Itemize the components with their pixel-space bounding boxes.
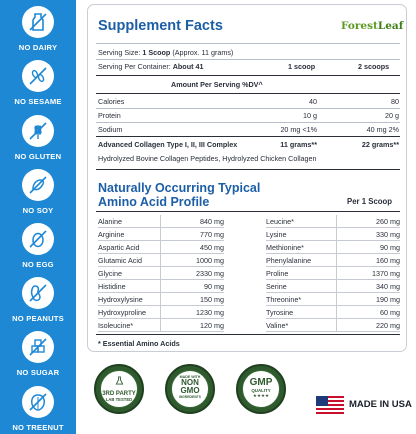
- column-separator: [336, 228, 337, 241]
- amino-acid-value: 190 mg: [376, 295, 400, 304]
- amino-acid-name: Histidine: [98, 282, 126, 291]
- column-separator: [336, 267, 337, 280]
- treenut-icon: [27, 391, 49, 413]
- amino-acid-row: [98, 293, 224, 306]
- nutrient-value-1: 10 g: [303, 111, 317, 120]
- amino-acid-row: [98, 306, 224, 319]
- amino-acid-row: [98, 280, 224, 293]
- amino-acid-name: Aspartic Acid: [98, 243, 140, 252]
- serving-size: Serving Size: 1 Scoop (Approx. 11 grams): [98, 48, 234, 57]
- collagen-complex-name: Advanced Collagen Type I, II, III Complex: [98, 140, 238, 149]
- divider-thick: [96, 211, 400, 212]
- amino-acid-row: [266, 319, 400, 332]
- amino-acid-value: 120 mg: [200, 321, 224, 330]
- made-in-usa-label: MADE IN USA: [349, 399, 412, 410]
- amino-acid-name: Valine*: [266, 321, 289, 330]
- amino-acid-name: Hydroxyproline: [98, 308, 146, 317]
- amount-per-serving-header: Amount Per Serving %DV^: [171, 80, 263, 89]
- amino-acid-name: Methionine*: [266, 243, 304, 252]
- claim-no-soy: NO SOY: [0, 169, 76, 215]
- milk-carton-icon: [27, 11, 49, 33]
- brand-logo: ForestLeaf: [341, 20, 404, 32]
- peanut-icon: [27, 282, 49, 304]
- amino-acid-name: Arginine: [98, 230, 125, 239]
- amino-acid-title: Naturally Occurring Typical Amino Acid Profile: [98, 181, 261, 209]
- claim-no-treenut: NO TREENUT: [0, 386, 76, 432]
- amino-acid-name: Threonine*: [266, 295, 302, 304]
- amino-acid-value: 220 mg: [376, 321, 400, 330]
- us-flag-icon: [316, 396, 344, 414]
- column-separator: [160, 215, 161, 228]
- divider-thick: [96, 136, 400, 137]
- amino-acid-value: 1000 mg: [196, 256, 224, 265]
- amino-acid-value: 150 mg: [200, 295, 224, 304]
- amino-acid-name: Proline: [266, 269, 289, 278]
- divider: [96, 122, 400, 123]
- amino-acid-value: 1230 mg: [196, 308, 224, 317]
- divider: [96, 59, 400, 60]
- divider-thick: [96, 93, 400, 94]
- column-separator: [160, 306, 161, 319]
- amino-acid-name: Hydroxylysine: [98, 295, 143, 304]
- collagen-sources: Hydrolyzed Bovine Collagen Peptides, Hydrolyzed Chicken Collagen: [98, 154, 317, 163]
- nutrient-name: Protein: [98, 111, 121, 120]
- column-separator: [160, 254, 161, 267]
- claim-no-sesame: NO SESAME: [0, 60, 76, 106]
- divider-thick: [96, 75, 400, 76]
- column-separator: [336, 280, 337, 293]
- claim-no-dairy: NO DAIRY: [0, 6, 76, 52]
- amino-acid-row: [98, 228, 224, 241]
- amino-acid-name: Phenylalanine: [266, 256, 312, 265]
- column-separator: [336, 306, 337, 319]
- collagen-complex-value-2: 22 grams**: [361, 140, 399, 149]
- amino-acid-row: [266, 215, 400, 228]
- amino-acid-name: Leucine*: [266, 217, 294, 226]
- amino-acid-row: [266, 241, 400, 254]
- amino-acid-value: 160 mg: [376, 256, 400, 265]
- divider-thick: [96, 169, 400, 170]
- sesame-icon: [27, 65, 49, 87]
- amino-acid-name: Lysine: [266, 230, 287, 239]
- amino-acid-row: [266, 293, 400, 306]
- non-gmo-badge: MADE WITH NON GMO INGREDIENTS: [165, 364, 215, 414]
- amino-acid-value: 2330 mg: [196, 269, 224, 278]
- nutrient-value-1: 40: [309, 97, 317, 106]
- nutrient-value-2: 80: [391, 97, 399, 106]
- amino-acid-row: [98, 319, 224, 332]
- column-separator: [160, 319, 161, 332]
- amino-acid-value: 60 mg: [380, 308, 400, 317]
- divider: [96, 108, 400, 109]
- column-separator: [336, 241, 337, 254]
- column-separator: [160, 293, 161, 306]
- per-scoop-label: Per 1 Scoop: [347, 197, 393, 206]
- nutrient-value-2: 40 mg 2%: [366, 125, 399, 134]
- column-separator: [160, 280, 161, 293]
- amino-acid-row: [266, 254, 400, 267]
- amino-acid-value: 450 mg: [200, 243, 224, 252]
- egg-icon: [27, 228, 49, 250]
- amino-acid-name: Glycine: [98, 269, 122, 278]
- servings-per-container: Serving Per Container: About 41: [98, 62, 204, 71]
- sugar-cubes-icon: [27, 336, 49, 358]
- amino-acid-value: 90 mg: [204, 282, 224, 291]
- nutrient-name: Calories: [98, 97, 125, 106]
- amino-acid-row: [266, 280, 400, 293]
- amino-acid-value: 770 mg: [200, 230, 224, 239]
- amino-acid-name: Glutamic Acid: [98, 256, 142, 265]
- collagen-complex-value-1: 11 grams**: [280, 140, 317, 149]
- wheat-icon: [27, 120, 49, 142]
- amino-acid-name: Alanine: [98, 217, 122, 226]
- supplement-facts-panel: [87, 4, 407, 352]
- column-separator: [336, 293, 337, 306]
- soybean-icon: [27, 174, 49, 196]
- amino-acid-row: [98, 267, 224, 280]
- column-separator: [160, 228, 161, 241]
- lab-tested-badge: 3RD PARTY LAB TESTED: [94, 364, 144, 414]
- nutrient-value-2: 20 g: [385, 111, 399, 120]
- amino-acid-row: [98, 241, 224, 254]
- nutrient-value-1: 20 mg <1%: [280, 125, 317, 134]
- claim-no-gluten: NO GLUTEN: [0, 115, 76, 161]
- gmp-quality-badge: GMP QUALITY ★★★★: [236, 364, 286, 414]
- amino-acid-value: 260 mg: [376, 217, 400, 226]
- amino-acid-value: 90 mg: [380, 243, 400, 252]
- column-separator: [336, 215, 337, 228]
- divider-thick: [96, 334, 400, 335]
- amino-acid-value: 840 mg: [200, 217, 224, 226]
- column-1-scoop: 1 scoop: [288, 62, 316, 71]
- supplement-facts-title: Supplement Facts: [98, 18, 223, 34]
- amino-acid-name: Tyrosine: [266, 308, 294, 317]
- amino-acid-value: 330 mg: [376, 230, 400, 239]
- amino-acid-value: 1370 mg: [372, 269, 400, 278]
- claim-no-sugar: NO SUGAR: [0, 331, 76, 377]
- flask-icon: [115, 376, 124, 385]
- column-2-scoops: 2 scoops: [358, 62, 390, 71]
- column-separator: [160, 241, 161, 254]
- amino-acid-row: [266, 306, 400, 319]
- amino-acid-row: [98, 215, 224, 228]
- nutrient-name: Sodium: [98, 125, 123, 134]
- column-separator: [160, 267, 161, 280]
- claim-no-egg: NO EGG: [0, 223, 76, 269]
- divider: [96, 43, 400, 44]
- claim-no-peanuts: NO PEANUTS: [0, 277, 76, 323]
- amino-acid-name: Isoleucine*: [98, 321, 134, 330]
- amino-acid-name: Serine: [266, 282, 287, 291]
- column-separator: [336, 319, 337, 332]
- essential-amino-footnote: * Essential Amino Acids: [98, 339, 180, 348]
- column-separator: [336, 254, 337, 267]
- amino-acid-row: [266, 228, 400, 241]
- amino-acid-row: [98, 254, 224, 267]
- amino-acid-value: 340 mg: [376, 282, 400, 291]
- amino-acid-row: [266, 267, 400, 280]
